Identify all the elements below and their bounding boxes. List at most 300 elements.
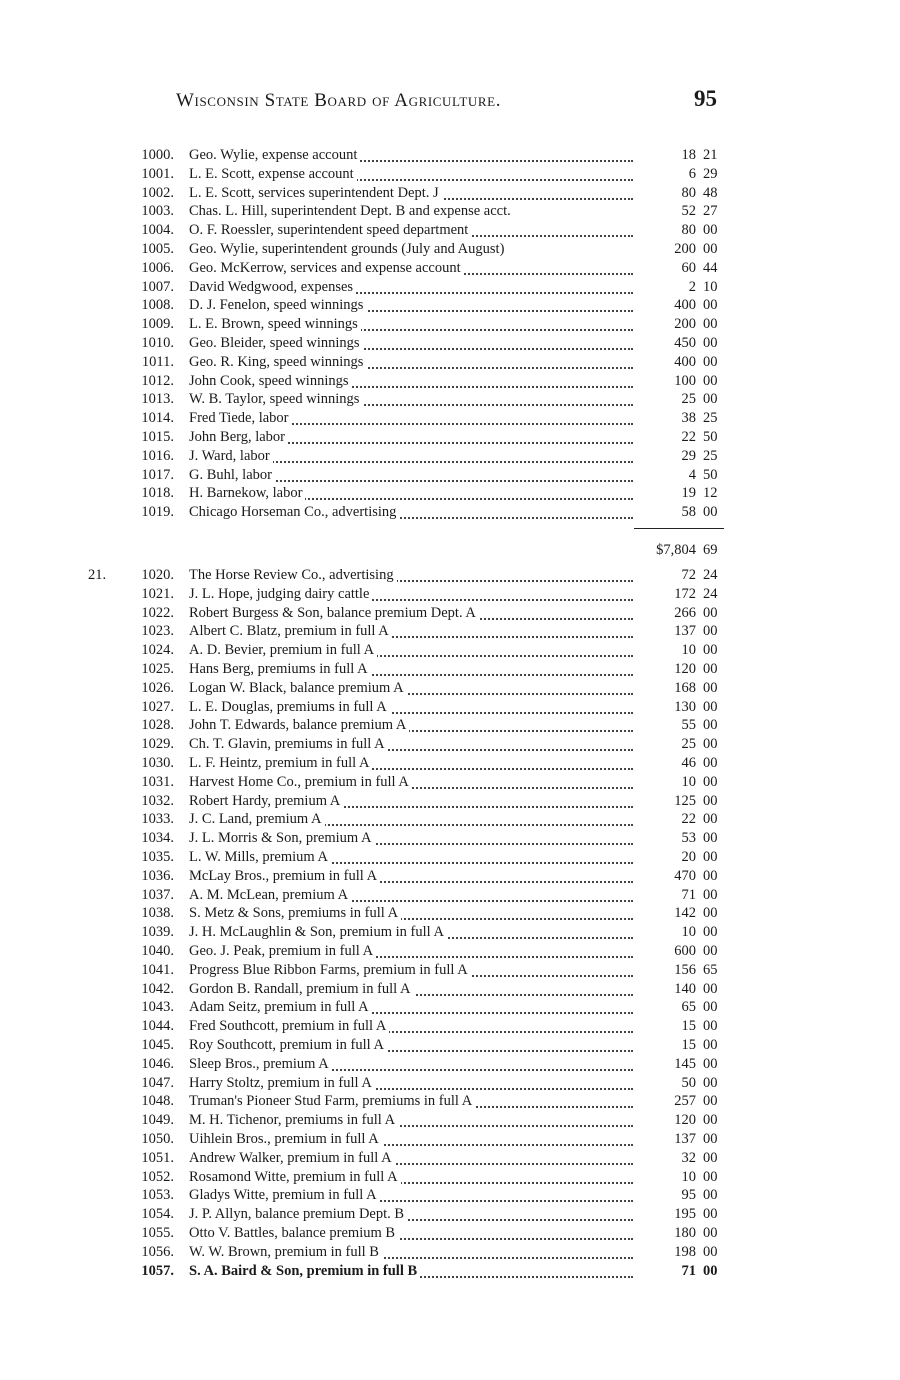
description-text: Harvest Home Co., premium in full A: [189, 774, 412, 790]
entry-description: [189, 716, 633, 735]
table-row: [0, 1074, 900, 1093]
amount-dollars: 400: [674, 297, 696, 314]
description-text: Harry Stoltz, premium in full A: [189, 1075, 375, 1091]
entry-description: [189, 1036, 633, 1055]
voucher-number: 1047.: [141, 1074, 174, 1091]
amount-cents: 10: [703, 278, 718, 295]
amount-cents: 12: [703, 485, 718, 502]
entry-description: [189, 184, 633, 203]
table-row: [0, 334, 900, 353]
subtotal-rule: [634, 528, 724, 529]
description-text: Sleep Bros., premium A: [189, 1056, 332, 1072]
table-row: [0, 184, 900, 203]
entry-description: [189, 679, 633, 698]
entry-description: [189, 1092, 633, 1111]
voucher-number: 1031.: [141, 773, 174, 790]
voucher-number: 1024.: [141, 642, 174, 659]
entry-description: [189, 867, 633, 886]
amount-cents: 00: [703, 1131, 718, 1147]
table-row: [0, 867, 900, 886]
entry-description: [189, 810, 633, 829]
table-row: [0, 810, 900, 829]
amount-dollars: 15: [681, 1037, 696, 1053]
description-text: Roy Southcott, premium in full A: [189, 1037, 387, 1053]
amount-cents: 29: [703, 165, 718, 182]
description-text: Robert Burgess & Son, balance premium Dept. A: [189, 605, 479, 621]
entry-description: [189, 735, 633, 754]
amount-cents: 00: [703, 1262, 718, 1279]
table-row: [0, 942, 900, 961]
amount-dollars: 71: [681, 886, 696, 903]
table-row: [0, 428, 900, 447]
amount-dollars: 72: [681, 567, 696, 583]
table-row: [0, 372, 900, 391]
voucher-number: 1028.: [141, 717, 174, 734]
running-title: Wisconsin State Board of Agriculture.: [176, 90, 502, 111]
amount-dollars: 156: [674, 961, 696, 978]
table-row: [0, 1168, 900, 1187]
table-row: [0, 829, 900, 848]
description-text: L. E. Scott, services superintendent Dept. J: [189, 185, 442, 201]
amount-cents: 00: [703, 604, 718, 621]
entry-description: [189, 1111, 633, 1130]
amount-cents: 25: [703, 447, 718, 464]
amount-cents: 00: [703, 1055, 718, 1072]
description-text: Progress Blue Ribbon Farms, premium in full A: [189, 962, 471, 978]
table-row: [0, 923, 900, 942]
amount-cents: 48: [703, 184, 718, 201]
amount-cents: 00: [703, 504, 718, 521]
amount-dollars: 257: [674, 1093, 696, 1110]
voucher-number: 1026.: [141, 679, 174, 696]
amount-cents: 50: [703, 466, 718, 483]
entry-description: [189, 754, 633, 773]
amount-dollars: 172: [674, 585, 696, 602]
entry-description: [189, 484, 633, 503]
table-row: [0, 1092, 900, 1111]
amount-dollars: 10: [681, 773, 696, 790]
amount-cents: 21: [703, 147, 718, 163]
voucher-number: 1032.: [141, 792, 174, 809]
entry-description: [189, 278, 633, 297]
amount-dollars: 19: [681, 485, 696, 502]
description-text: Rosamond Witte, premium in full A: [189, 1169, 401, 1185]
table-row: [0, 1186, 900, 1205]
voucher-number: 1045.: [141, 1037, 174, 1053]
description-text: Chicago Horseman Co., advertising: [189, 504, 399, 520]
entry-description: [189, 1017, 633, 1036]
amount-cents: 00: [703, 811, 718, 828]
description-text: Gladys Witte, premium in full A: [189, 1187, 380, 1203]
table-row: [0, 466, 900, 485]
description-text: The Horse Review Co., advertising: [189, 567, 397, 583]
amount-dollars: 58: [681, 504, 696, 521]
page-number: 95: [694, 86, 717, 111]
description-text: D. J. Fenelon, speed winnings: [189, 297, 366, 313]
amount-dollars: 120: [674, 1112, 696, 1129]
amount-cents: 00: [703, 867, 718, 884]
entry-description: [189, 566, 633, 585]
amount-cents: 27: [703, 203, 718, 220]
description-text: John Berg, labor: [189, 429, 288, 445]
amount-cents: 24: [703, 567, 718, 583]
entry-description: [189, 848, 633, 867]
description-text: Otto V. Battles, balance premium B: [189, 1225, 398, 1241]
table-row: [0, 1262, 900, 1281]
voucher-number: 1027.: [141, 698, 174, 715]
description-text: Geo. R. King, speed winnings: [189, 354, 366, 370]
description-text: Adam Seitz, premium in full A: [189, 999, 372, 1015]
voucher-number: 1035.: [141, 849, 174, 865]
voucher-number: 1012.: [141, 372, 174, 389]
voucher-number: 1007.: [141, 278, 174, 295]
description-text: J. P. Allyn, balance premium Dept. B: [189, 1206, 407, 1222]
amount-cents: 00: [703, 679, 718, 696]
entry-description: [189, 641, 633, 660]
description-text: J. C. Land, premium A: [189, 811, 325, 827]
amount-dollars: 10: [681, 642, 696, 659]
amount-dollars: 400: [674, 353, 696, 370]
description-text: John T. Edwards, balance premium A: [189, 717, 409, 733]
entry-description: [189, 622, 633, 641]
amount-dollars: 10: [681, 924, 696, 941]
amount-dollars: 195: [674, 1206, 696, 1223]
table-row: [0, 622, 900, 641]
amount-dollars: 200: [674, 241, 696, 257]
voucher-number: 1022.: [141, 604, 174, 621]
entry-description: [189, 1243, 633, 1262]
amount-dollars: 50: [681, 1074, 696, 1091]
description-text: Geo. Wylie, superintendent grounds (July and August): [189, 241, 507, 257]
entry-description: [189, 792, 633, 811]
entry-description: [189, 146, 633, 165]
amount-cents: 00: [703, 241, 718, 257]
amount-cents: 00: [703, 980, 718, 997]
description-text: J. H. McLaughlin & Son, premium in full A: [189, 924, 447, 940]
table-row: [0, 146, 900, 165]
voucher-number: 1046.: [141, 1055, 174, 1072]
description-text: O. F. Roessler, superintendent speed department: [189, 222, 471, 238]
voucher-number: 1000.: [141, 147, 174, 163]
table-row: [0, 296, 900, 315]
voucher-number: 1040.: [141, 943, 174, 959]
voucher-number: 1004.: [141, 222, 174, 239]
entry-description: [189, 202, 633, 221]
amount-dollars: 52: [681, 203, 696, 220]
amount-cents: 00: [703, 372, 718, 389]
amount-cents: 00: [703, 999, 718, 1016]
table-row: [0, 1017, 900, 1036]
voucher-number: 1006.: [141, 259, 174, 276]
amount-dollars: 6: [688, 165, 696, 182]
amount-cents: 50: [703, 429, 718, 445]
amount-dollars: 180: [674, 1225, 696, 1241]
description-text: M. H. Tichenor, premiums in full A: [189, 1112, 398, 1128]
entry-description: [189, 1205, 633, 1224]
table-row: [0, 1130, 900, 1149]
voucher-number: 1021.: [141, 585, 174, 602]
voucher-number: 1043.: [141, 999, 174, 1016]
entry-description: [189, 466, 633, 485]
table-row: [0, 585, 900, 604]
amount-dollars: 25: [681, 391, 696, 408]
description-text: S. A. Baird & Son, premium in full B: [189, 1263, 420, 1279]
amount-dollars: 15: [681, 1018, 696, 1035]
amount-cents: 65: [703, 961, 718, 978]
table-row: [0, 998, 900, 1017]
amount-cents: 25: [703, 410, 718, 427]
amount-dollars: 38: [681, 410, 696, 427]
amount-cents: 00: [703, 830, 718, 847]
amount-cents: 00: [703, 698, 718, 715]
entry-description: [189, 428, 633, 447]
description-text: A. D. Bevier, premium in full A: [189, 642, 377, 658]
voucher-number: 1017.: [141, 466, 174, 483]
table-row: [0, 904, 900, 923]
voucher-number: 1016.: [141, 447, 174, 464]
voucher-number: 1018.: [141, 485, 174, 502]
table-row: [0, 792, 900, 811]
amount-cents: 00: [703, 316, 718, 333]
amount-dollars: 200: [674, 316, 696, 333]
table-row: [0, 961, 900, 980]
table-row: [0, 604, 900, 623]
entry-description: [189, 660, 633, 679]
voucher-number: 1056.: [141, 1243, 174, 1260]
description-text: McLay Bros., premium in full A: [189, 868, 380, 884]
voucher-number: 1053.: [141, 1187, 174, 1204]
table-row: [0, 566, 900, 585]
amount-dollars: 168: [674, 679, 696, 696]
table-row: [0, 1111, 900, 1130]
amount-cents: 00: [703, 222, 718, 239]
amount-cents: 00: [703, 297, 718, 314]
amount-cents: 00: [703, 1187, 718, 1204]
amount-cents: 00: [703, 1037, 718, 1053]
description-text: Geo. McKerrow, services and expense account: [189, 260, 464, 276]
description-text: L. E. Brown, speed winnings: [189, 316, 361, 332]
entry-description: [189, 961, 633, 980]
voucher-number: 1037.: [141, 886, 174, 903]
table-row: [0, 165, 900, 184]
entry-description: [189, 1149, 633, 1168]
amount-dollars: 65: [681, 999, 696, 1016]
voucher-number: 1019.: [141, 504, 174, 521]
voucher-number: 1003.: [141, 203, 174, 220]
description-text: H. Barnekow, labor: [189, 485, 305, 501]
table-row: [0, 409, 900, 428]
amount-dollars: 450: [674, 335, 696, 351]
table-row: [0, 1055, 900, 1074]
description-text: W. B. Taylor, speed winnings: [189, 391, 362, 407]
amount-cents: 00: [703, 717, 718, 734]
voucher-number: 1005.: [141, 241, 174, 257]
voucher-number: 1048.: [141, 1093, 174, 1110]
description-text: John Cook, speed winnings: [189, 373, 352, 389]
description-text: J. L. Hope, judging dairy cattle: [189, 586, 372, 602]
amount-dollars: 18: [681, 147, 696, 163]
voucher-number: 1002.: [141, 184, 174, 201]
entry-description: [189, 447, 633, 466]
table-row: [0, 1036, 900, 1055]
description-text: J. Ward, labor: [189, 448, 273, 464]
amount-cents: 00: [703, 1225, 718, 1241]
amount-cents: 00: [703, 943, 718, 959]
description-text: Albert C. Blatz, premium in full A: [189, 623, 392, 639]
voucher-number: 1010.: [141, 335, 174, 351]
amount-cents: 44: [703, 259, 718, 276]
description-text: Fred Southcott, premium in full A: [189, 1018, 389, 1034]
description-text: J. L. Morris & Son, premium A: [189, 830, 374, 846]
table-row: [0, 259, 900, 278]
description-text: S. Metz & Sons, premiums in full A: [189, 905, 401, 921]
entry-description: [189, 296, 633, 315]
table-row: [0, 447, 900, 466]
amount-dollars: 22: [681, 429, 696, 445]
amount-cents: 00: [703, 391, 718, 408]
amount-dollars: 25: [681, 736, 696, 753]
voucher-number: 1039.: [141, 924, 174, 941]
voucher-number: 1009.: [141, 316, 174, 333]
description-text: Andrew Walker, premium in full A: [189, 1150, 395, 1166]
amount-cents: 00: [703, 1149, 718, 1166]
description-text: A. M. McLean, premium A: [189, 887, 351, 903]
table-row: [0, 848, 900, 867]
table-row: [0, 660, 900, 679]
amount-dollars: 145: [674, 1055, 696, 1072]
entry-description: [189, 315, 633, 334]
voucher-number: 1049.: [141, 1112, 174, 1129]
entry-description: [189, 372, 633, 391]
entry-description: [189, 942, 633, 961]
description-text: L. E. Scott, expense account: [189, 166, 357, 182]
table-row: [0, 1243, 900, 1262]
amount-cents: 00: [703, 1018, 718, 1035]
description-text: Ch. T. Glavin, premiums in full A: [189, 736, 388, 752]
voucher-number: 1020.: [141, 567, 174, 583]
amount-cents: 00: [703, 1093, 718, 1110]
table-row: [0, 773, 900, 792]
voucher-number: 1051.: [141, 1149, 174, 1166]
entry-description: [189, 1186, 633, 1205]
amount-dollars: 100: [674, 372, 696, 389]
amount-cents: 00: [703, 1243, 718, 1260]
entry-description: [189, 240, 633, 259]
amount-dollars: 46: [681, 755, 696, 771]
description-text: W. W. Brown, premium in full B: [189, 1244, 382, 1260]
amount-dollars: 130: [674, 698, 696, 715]
amount-dollars: 4: [688, 466, 696, 483]
amount-dollars: 266: [674, 604, 696, 621]
entry-description: [189, 1224, 633, 1243]
table-row: [0, 390, 900, 409]
entry-description: [189, 1074, 633, 1093]
amount-dollars: 71: [681, 1262, 696, 1279]
amount-cents: 00: [703, 642, 718, 659]
entry-description: [189, 1262, 633, 1281]
description-text: Uihlein Bros., premium in full A: [189, 1131, 382, 1147]
voucher-number: 1052.: [141, 1168, 174, 1185]
description-text: Chas. L. Hill, superintendent Dept. B and expense acct.: [189, 203, 514, 219]
table-row: [0, 315, 900, 334]
entry-description: [189, 698, 633, 717]
table-row: [0, 1149, 900, 1168]
voucher-number: 1036.: [141, 867, 174, 884]
entry-description: [189, 923, 633, 942]
entry-description: [189, 604, 633, 623]
entry-description: [189, 409, 633, 428]
entry-description: [189, 998, 633, 1017]
table-row: [0, 641, 900, 660]
entry-description: [189, 503, 633, 522]
amount-dollars: 137: [674, 623, 696, 640]
description-text: Geo. J. Peak, premium in full A: [189, 943, 376, 959]
voucher-number: 1025.: [141, 661, 174, 677]
table-row: [0, 278, 900, 297]
table-row: [0, 503, 900, 522]
description-text: L. E. Douglas, premiums in full A: [189, 699, 390, 715]
amount-cents: 00: [703, 1112, 718, 1129]
amount-cents: 00: [703, 353, 718, 370]
amount-cents: 00: [703, 1206, 718, 1223]
voucher-number: 1030.: [141, 755, 174, 771]
voucher-number: 1033.: [141, 811, 174, 828]
description-text: David Wedgwood, expenses: [189, 279, 356, 295]
description-text: Fred Tiede, labor: [189, 410, 291, 426]
table-row: [0, 202, 900, 221]
description-text: L. F. Heintz, premium in full A: [189, 755, 372, 771]
amount-dollars: 20: [681, 849, 696, 865]
table-row: [0, 240, 900, 259]
table-row: [0, 698, 900, 717]
voucher-number: 1050.: [141, 1131, 174, 1147]
voucher-number: 1041.: [141, 961, 174, 978]
table-row: [0, 221, 900, 240]
table-row: [0, 1224, 900, 1243]
entry-description: [189, 1055, 633, 1074]
voucher-number: 1042.: [141, 980, 174, 997]
voucher-number: 1015.: [141, 429, 174, 445]
amount-dollars: 80: [681, 184, 696, 201]
entry-description: [189, 773, 633, 792]
entry-description: [189, 829, 633, 848]
entry-description: [189, 980, 633, 999]
amount-cents: 00: [703, 335, 718, 351]
entry-date: 21.: [88, 567, 107, 583]
voucher-number: 1034.: [141, 830, 174, 847]
entry-description: [189, 1130, 633, 1149]
description-text: Geo. Bleider, speed winnings: [189, 335, 363, 351]
amount-dollars: 120: [674, 661, 696, 677]
page-header: [0, 86, 900, 120]
amount-cents: 00: [703, 623, 718, 640]
subtotal-cents: 69: [703, 542, 718, 558]
amount-cents: 00: [703, 886, 718, 903]
amount-dollars: 29: [681, 447, 696, 464]
amount-dollars: 198: [674, 1243, 696, 1260]
amount-cents: 00: [703, 736, 718, 753]
voucher-number: 1014.: [141, 410, 174, 427]
amount-cents: 00: [703, 661, 718, 677]
amount-dollars: 53: [681, 830, 696, 847]
table-row: [0, 353, 900, 372]
amount-dollars: 142: [674, 905, 696, 922]
amount-dollars: 2: [688, 278, 696, 295]
description-text: L. W. Mills, premium A: [189, 849, 331, 865]
amount-dollars: 470: [674, 867, 696, 884]
amount-cents: 00: [703, 1168, 718, 1185]
voucher-number: 1057.: [141, 1262, 174, 1279]
